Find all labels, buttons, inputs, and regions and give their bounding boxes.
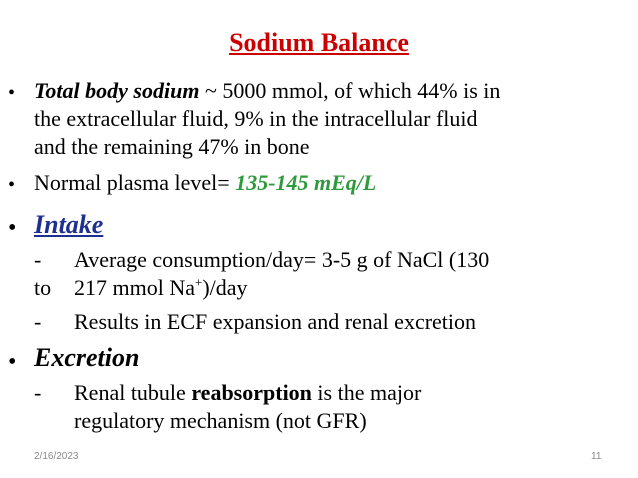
bullet-total-body-sodium-line2: the extracellular fluid, 9% in the intracellular fluid bbox=[34, 106, 478, 131]
intake-dash-1: - bbox=[34, 247, 42, 272]
per-day-text: )/day bbox=[202, 275, 248, 300]
bullet-plasma-level bbox=[34, 170, 376, 196]
bullet-icon: • bbox=[8, 82, 16, 104]
plasma-level-label: Normal plasma level= bbox=[34, 170, 236, 195]
footer-page-number: 11 bbox=[591, 451, 602, 462]
excretion-text-b: is the major bbox=[311, 380, 422, 405]
sodium-ion-sup: + bbox=[195, 274, 203, 290]
slide-title: Sodium Balance bbox=[229, 28, 409, 57]
intake-dash-2: - bbox=[34, 309, 42, 334]
total-body-sodium-text: ~ 5000 mmol, of which 44% is in bbox=[199, 78, 501, 103]
sodium-amount: 217 mmol Na bbox=[74, 275, 195, 300]
excretion-item1-line1 bbox=[74, 380, 421, 406]
excretion-heading: Excretion bbox=[34, 343, 140, 372]
excretion-dash-1: - bbox=[34, 380, 42, 405]
intake-item1-line1: Average consumption/day= 3-5 g of NaCl (130 bbox=[74, 247, 490, 272]
intake-heading: Intake bbox=[34, 210, 104, 239]
intake-item1-line2 bbox=[74, 275, 248, 301]
bullet-icon: • bbox=[8, 349, 17, 375]
reabsorption-term: reabsorption bbox=[191, 380, 312, 405]
intake-item1-to: to bbox=[34, 275, 52, 300]
plasma-level-value: 135-145 mEq/L bbox=[235, 170, 377, 195]
bullet-total-body-sodium-line3: and the remaining 47% in bone bbox=[34, 134, 310, 159]
excretion-text-a: Renal tubule bbox=[74, 380, 192, 405]
total-body-sodium-term: Total body sodium bbox=[34, 78, 200, 103]
bullet-icon: • bbox=[8, 174, 16, 196]
intake-item2: Results in ECF expansion and renal excretion bbox=[74, 309, 477, 334]
excretion-item1-line2: regulatory mechanism (not GFR) bbox=[74, 408, 367, 433]
footer-date: 2/16/2023 bbox=[34, 451, 79, 462]
bullet-icon: • bbox=[8, 215, 17, 241]
bullet-total-body-sodium-line1 bbox=[34, 78, 500, 104]
